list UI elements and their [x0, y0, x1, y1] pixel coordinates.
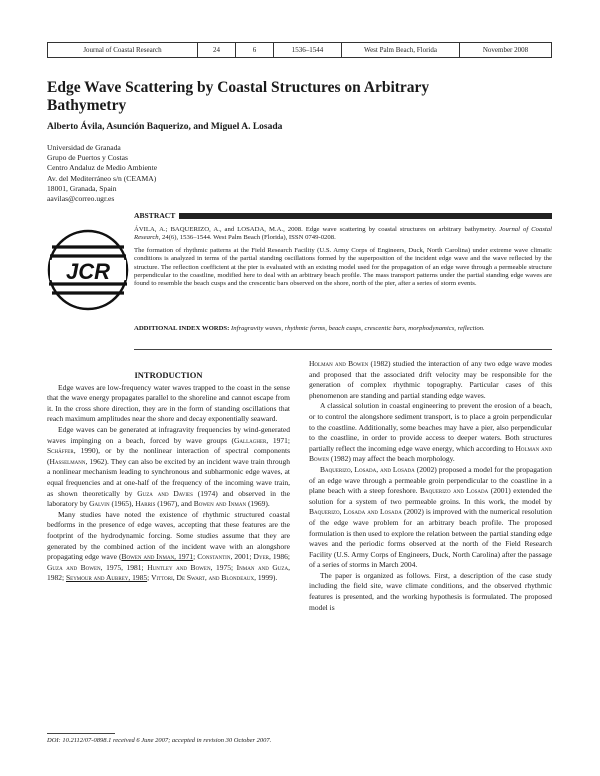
citation-authors: ÁVILA, A.; BAQUERIZO, A., and LOSADA, M.A., 2008. Edge wave scattering by coastal structures on arbitrary bathymetry.: [134, 226, 500, 233]
abstract-label: ABSTRACT: [134, 211, 179, 220]
header-pages: 1536–1544: [274, 43, 342, 57]
paragraph: Many studies have noted the existence of rhythmic structured coastal bedforms in the presence of edge waves, accepting that these features are the footprint of the hydrodynamic forcing. Some studies assume that they are generated by the combined action of the incident wave with an alongshore propagating edge wave (Bowen and Inman, 1971; Constantin, 2001; Dyer, 1986; Guza and Bowen, 1975, 1981; Huntley and Bowen, 1975; Inman and Guza, 1982; Seymour and Aubrey, 1985; Vittori, De Swart, and Blondeaux, 1999).: [47, 509, 290, 583]
journal-header-bar: [47, 42, 552, 58]
paragraph: Holman and Bowen (1982) studied the interaction of any two edge wave modes and proposed that the associated drift velocity may be responsible for the generation of complex rhythmic topography. Particular cases of this phenomenon are standing and partial standing edge waves.: [309, 359, 552, 400]
affiliation-line: 18001, Granada, Spain: [47, 183, 117, 193]
header-date: November 2008: [482, 46, 529, 54]
affiliation-line: Av. del Mediterráneo s/n (CEAMA): [47, 173, 157, 183]
header-issue: 6: [236, 43, 274, 57]
citation-rest: , 24(6), 1536–1544. West Palm Beach (Florida), ISSN 0749-0208.: [158, 234, 336, 242]
right-column: [309, 359, 552, 613]
abstract-text: The formation of rhythmic patterns at the Field Research Facility (U.S. Army Corps of Engineers, Duck, North Carolina) under extreme wave climatic conditions is analyzed in terms of the partial standing oscillations formed by the superposition of the incident edge wave and the wave reflected by the structure. The reflection coefficient at the pier is evaluated with an existing model used for the propagation of an edge wave through a permeable structure perpendicular to the coastline, modified here to deal with an arbitrary beach profile. The mass transport patterns under the partial standing edge waves are found to resemble the beach cusps and the crescentic bars observed on the shore, north of the pier, after a series of storm events.: [134, 246, 552, 288]
paragraph: Edge waves are low-frequency water waves trapped to the coast in the sense that the wave energy propagates parallel to the shoreline and cannot escape from it. In the cross shore direction, they are in the form of standing oscillations that reach maximum amplitudes near the shore and decay exponentially seaward.: [47, 382, 290, 424]
logo-text: JCR: [65, 259, 111, 284]
reference-link[interactable]: Bowen and Inman, 1971: [121, 552, 194, 562]
paragraph: Edge waves can be generated at infragravity frequencies by wind-generated waves impinging on a beach, forced by wave groups (Gallagher, 1971; Schäffer, 1990), or by the nonlinear interaction of spectral components (Hasselmann, 1962). They can also be excited by an incident wave train through a nonlinear mechanism leading to synchronous and subharmonic edge waves, at equal frequencies and at one-half of the frequency of the incoming wave train, as shown theoretically by Guza and Davies (1974) and observed in the laboratory by Galvin (1965), Harris (1967), and Bowen and Inman (1969).: [47, 424, 290, 509]
keywords-list: Infragravity waves, rhythmic forms, beach cusps, crescentic bars, morphodynamics, reflection.: [231, 325, 485, 332]
left-column: [47, 370, 290, 584]
paragraph: Baquerizo, Losada, and Losada (2002) proposed a model for the propagation of an edge wave through a permeable groin perpendicular to the coastline in a plane beach with a steep foreshore. Baquerizo and Losada (2001) extended the solution for a system of two permeable groins. In this work, the model by Baquerizo, Losada and Losada (2002) is improved with the numerical resolution of the edge wave problem for an arbitrary beach profile. The proposed formulation is then used to explore the relation between the partial standing edge waves and the periodic forms observed at the north of the Field Research Facility (U.S. Army Corps of Engineers, Duck, North Carolina) after the passage of a series of storms in March 2004.: [309, 464, 552, 570]
header-location: West Palm Beach, Florida: [342, 43, 460, 57]
header-journal: Journal of Coastal Research: [48, 43, 198, 57]
reference-link[interactable]: Seymour and Aubrey, 1985: [65, 573, 148, 583]
doi-footnote: DOI: 10.2112/07-0898.1 received 6 June 2007; accepted in revision 30 October 2007.: [47, 737, 272, 744]
paragraph: A classical solution in coastal engineering to prevent the erosion of a beach, or to control the alongshore sediment transport, is to place a groin perpendicular to the coastline. Additionally, some beaches may have a pier, also perpendicular to the coastline, in order to provide access to deeper waters. Both structures partially reflect the incoming edge wave energy, which according to Holman and Bowen (1982) may affect the beach morphology.: [309, 401, 552, 464]
article-title: Edge Wave Scattering by Coastal Structures on Arbitrary Bathymetry: [47, 79, 430, 114]
paragraph: The paper is organized as follows. First, a description of the case study including the field site, wave climate conditions, and the observed rhythmic features is presented, and the working hypothesis is formulated. The proposed model is: [309, 570, 552, 612]
article-authors: Alberto Ávila, Asunción Baquerizo, and Miguel A. Losada: [47, 122, 283, 132]
keywords-label: ADDITIONAL INDEX WORDS:: [134, 325, 230, 332]
abstract-bar: [134, 212, 552, 219]
abstract-divider: [134, 349, 552, 350]
affiliation-email: aavilas@correo.ugr.es: [47, 194, 115, 204]
jcr-logo: [47, 229, 129, 311]
header-volume: 24: [198, 43, 236, 57]
affiliation-line: Universidad de Granada: [47, 143, 121, 152]
author-affiliation: [47, 143, 157, 204]
affiliation-line: Centro Andaluz de Medio Ambiente: [47, 163, 158, 173]
section-heading-introduction: INTRODUCTION: [134, 370, 203, 380]
keywords: [134, 325, 552, 333]
abstract-body: [134, 226, 552, 293]
citation-journal: Journal of Coastal Research: [134, 226, 552, 242]
abstract-bar-line: [179, 213, 552, 219]
abstract-citation: [134, 226, 552, 243]
affiliation-line: Grupo de Puertos y Costas: [47, 153, 128, 163]
footnote-divider: [47, 733, 115, 734]
